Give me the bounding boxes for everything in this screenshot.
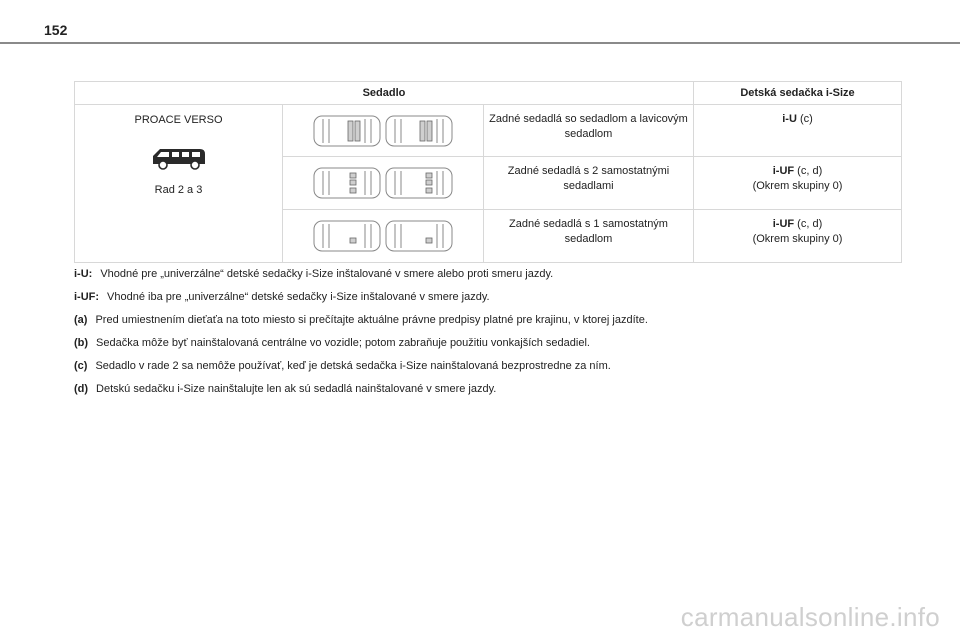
note-a	[74, 314, 924, 327]
size-extra: (Okrem skupiny 0)	[752, 233, 843, 245]
note-b	[74, 337, 924, 350]
row-size-cell	[694, 210, 902, 263]
note-key: i-U:	[74, 268, 93, 280]
size-code: i-UF	[772, 165, 795, 177]
seat-layout-icon	[313, 167, 453, 199]
notes-list	[74, 268, 924, 406]
row-description: Zadné sedadlá s 2 samostatnými sedadlami	[484, 157, 694, 210]
van-icon	[150, 146, 208, 170]
note-text: Pred umiestnením dieťaťa na toto miesto si prečítajte aktuálne právne predpisy platné pre krajinu, v ktorej jazdíte.	[95, 314, 648, 326]
size-code: i-U	[782, 113, 797, 125]
note-text: Vhodné pre „univerzálne“ detské sedačky i-Size inštalované v smere alebo proti smeru jazdy.	[100, 268, 554, 280]
note-key: (b)	[74, 337, 89, 349]
size-note: (c, d)	[794, 165, 823, 177]
note-i-uf	[74, 291, 924, 304]
page-number: 152	[44, 22, 68, 38]
header-seat: Sedadlo	[75, 82, 694, 105]
table-row	[75, 105, 902, 157]
header-rule	[0, 42, 960, 44]
note-text: Detskú sedačku i-Size nainštalujte len ak sú sedadlá nainštalované v smere jazdy.	[96, 383, 497, 395]
note-key: i-UF:	[74, 291, 100, 303]
size-note: (c, d)	[794, 218, 823, 230]
note-i-u	[74, 268, 924, 281]
diagram-cell	[283, 210, 484, 263]
table-header-row	[75, 82, 902, 105]
note-key: (c)	[74, 360, 88, 372]
size-note: (c)	[796, 113, 813, 125]
note-text: Sedadlo v rade 2 sa nemôže používať, keď je detská sedačka i-Size nainštalovaná bezprostredne za ním.	[95, 360, 611, 372]
note-text: Vhodné iba pre „univerzálne“ detské sedačky i-Size inštalované v smere jazdy.	[107, 291, 490, 303]
watermark: carmanualsonline.info	[680, 602, 940, 632]
note-c	[74, 360, 924, 373]
row-size-cell	[694, 105, 902, 157]
model-row-label: Rad 2 a 3	[154, 184, 203, 196]
note-key: (d)	[74, 383, 89, 395]
diagram-cell	[283, 105, 484, 157]
header-child-seat: Detská sedačka i-Size	[694, 82, 902, 105]
note-text: Sedačka môže byť nainštalovaná centrálne vo vozidle; potom zabraňuje použitiu vonkajších sedadiel.	[96, 337, 590, 349]
model-cell	[75, 105, 283, 263]
note-key: (a)	[74, 314, 88, 326]
row-description: Zadné sedadlá s 1 samostatným sedadlom	[484, 210, 694, 263]
seat-layout-icon	[313, 220, 453, 252]
seat-layout-icon	[313, 115, 453, 147]
size-extra: (Okrem skupiny 0)	[752, 180, 843, 192]
row-description: Zadné sedadlá so sedadlom a lavicovým sedadlom	[484, 105, 694, 157]
seat-compatibility-table	[74, 81, 902, 263]
note-d	[74, 383, 924, 396]
diagram-cell	[283, 157, 484, 210]
size-code: i-UF	[772, 218, 795, 230]
model-name: PROACE VERSO	[134, 114, 223, 126]
row-size-cell	[694, 157, 902, 210]
